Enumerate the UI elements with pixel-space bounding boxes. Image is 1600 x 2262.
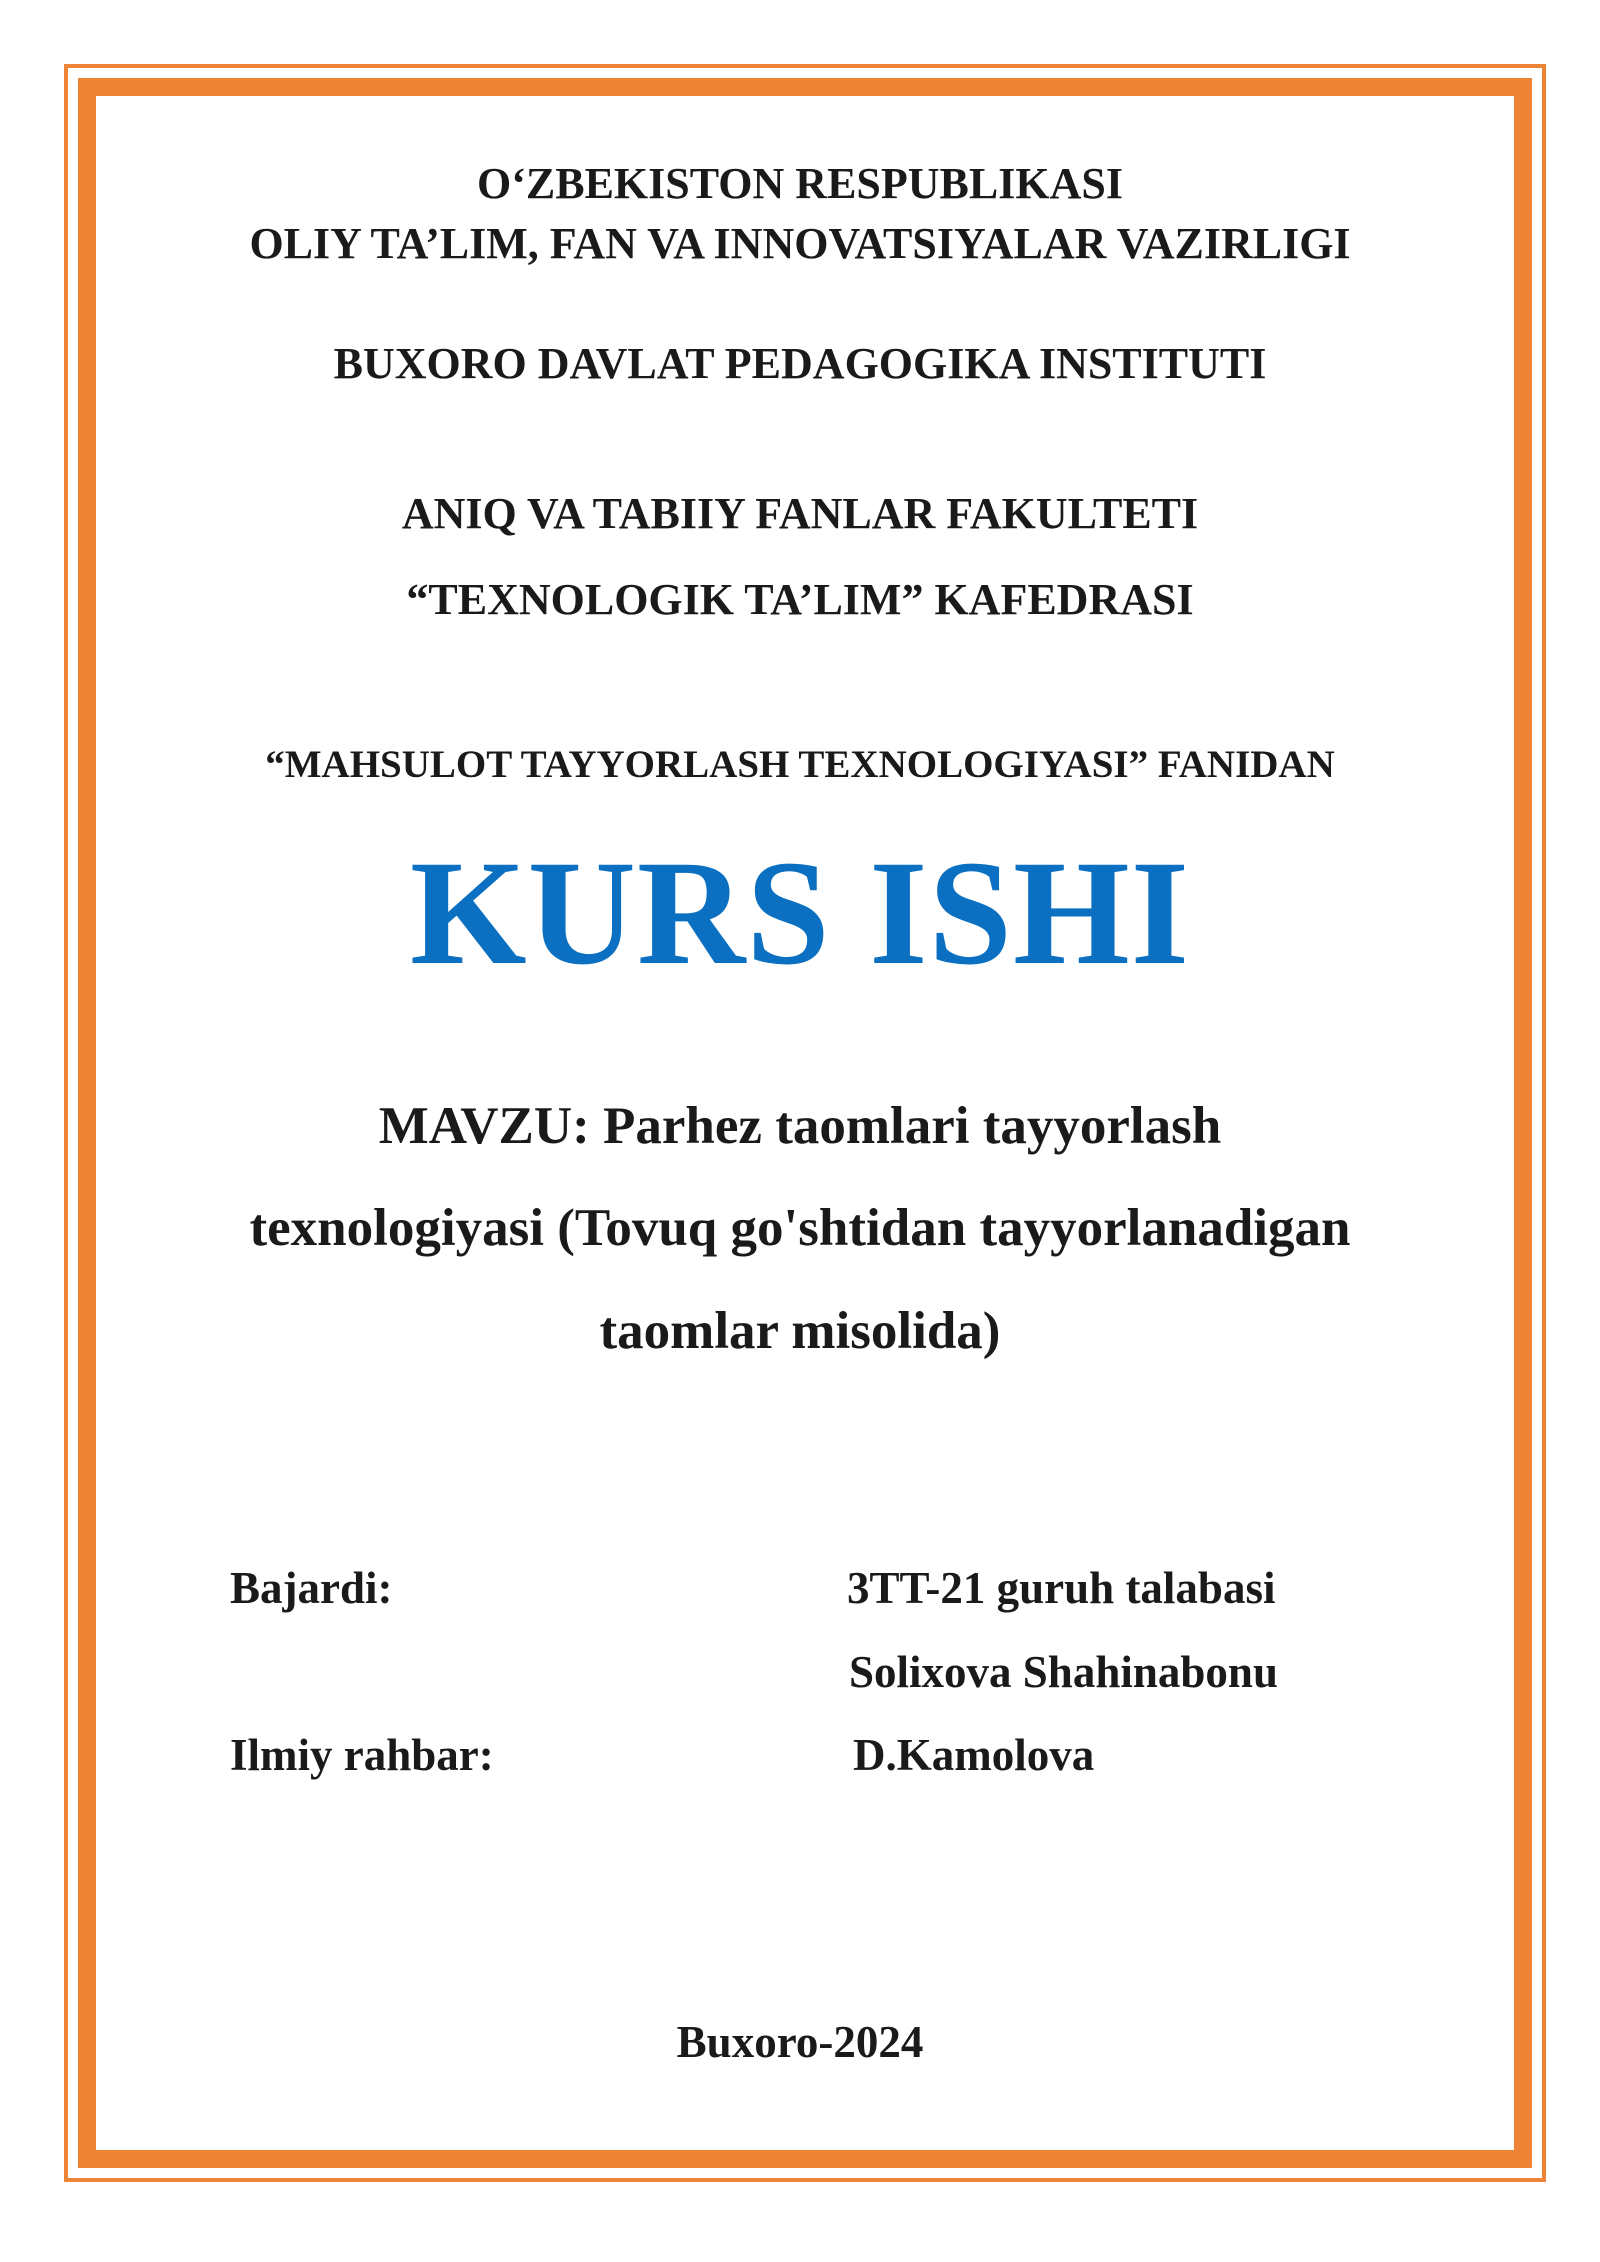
faculty-name: ANIQ VA TABIIY FANLAR FAKULTETI (401, 489, 1199, 538)
supervisor-label: Ilmiy rahbar: (230, 1730, 494, 1780)
performer-group: 3TT-21 guruh talabasi (847, 1563, 1276, 1613)
supervisor-name: D.Kamolova (853, 1730, 1095, 1780)
ministry-line-1: O‘ZBEKISTON RESPUBLIKASI (477, 159, 1123, 208)
performer-label: Bajardi: (230, 1563, 393, 1613)
topic-line-1: MAVZU: Parhez taomlari tayyorlash (378, 1097, 1222, 1155)
ministry-line-2: OLIY TA’LIM, FAN VA INNOVATSIYALAR VAZIRLIGI (249, 219, 1351, 268)
performer-name: Solixova Shahinabonu (849, 1647, 1278, 1697)
institute-name: BUXORO DAVLAT PEDAGOGIKA INSTITUTI (333, 339, 1267, 388)
subject-line: “MAHSULOT TAYYORLASH TEXNOLOGIYASI” FANIDAN (265, 743, 1335, 786)
document-title: KURS ISHI (409, 830, 1191, 996)
city-year: Buxoro-2024 (676, 2017, 924, 2067)
department-name: “TEXNOLOGIK TA’LIM” KAFEDRASI (406, 575, 1194, 624)
topic-line-2: texnologiyasi (Tovuq go'shtidan tayyorlanadigan (249, 1199, 1351, 1257)
topic-line-3: taomlar misolida) (599, 1302, 1001, 1360)
